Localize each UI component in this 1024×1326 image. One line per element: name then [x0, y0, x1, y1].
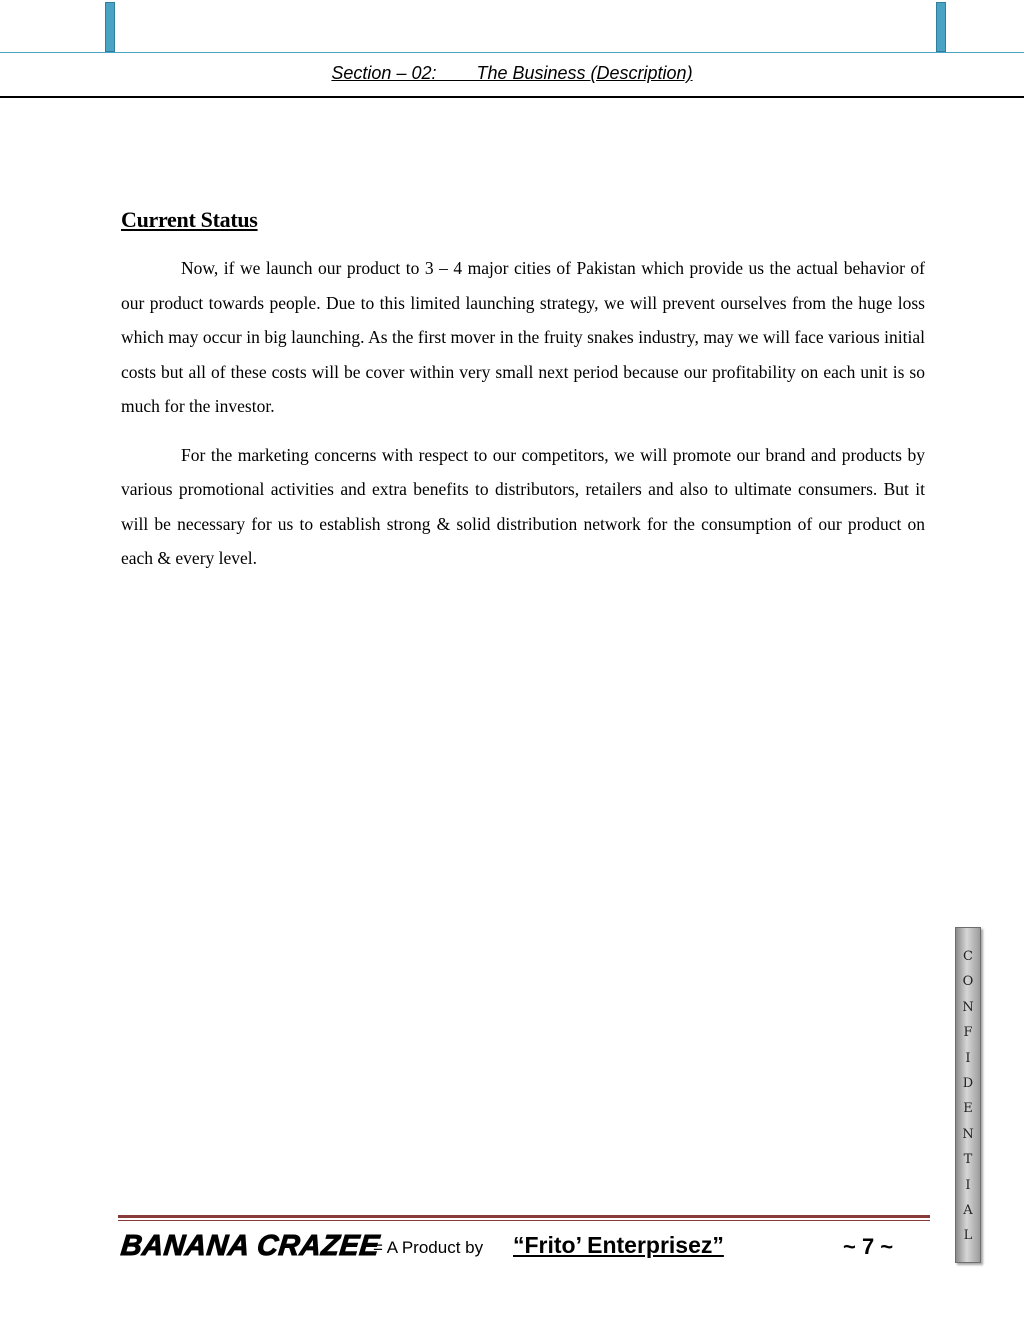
running-header-text: Section – 02: The Business (Description) [331, 63, 693, 83]
confidential-letter: L [963, 1228, 973, 1244]
confidential-letter: C [963, 949, 973, 964]
header-tab-left [105, 2, 115, 52]
page-footer [121, 1228, 921, 1268]
footer-rule-thick [118, 1215, 930, 1218]
header-rule-top [0, 52, 1024, 53]
page-number: ~ 7 ~ [843, 1234, 894, 1259]
page-content [121, 207, 925, 590]
confidential-letter: F [963, 1025, 973, 1041]
footer-rule-thin [118, 1220, 930, 1221]
footer-company: “Frito’ Enterprisez” [513, 1232, 724, 1258]
confidential-letter: E [963, 1101, 973, 1117]
paragraph-2: For the marketing concerns with respect to our competitors, we will promote our brand and products by various promotional activities and extra benefits to distributors, retailers and also to ultimate consumers. But it will be necessary for us to establish strong & solid distribution network for the consumption of our product on each & every level. [121, 444, 925, 568]
running-header [0, 60, 1024, 86]
confidential-letter: O [962, 974, 974, 990]
header-tab-right [936, 2, 946, 52]
header-rule-bottom [0, 96, 1024, 98]
footer-tagline: = A Product by [373, 1238, 484, 1257]
section-heading: Current Status [121, 207, 258, 232]
confidential-letter: A [963, 1203, 973, 1219]
footer-brand: BANANA CRAZEE [119, 1230, 382, 1262]
paragraph-1: Now, if we launch our product to 3 – 4 major cities of Pakistan which provide us the actual behavior of our product towards people. Due to this limited launching strategy, we will prevent ourselves from the huge loss which may occur in big launching. As the first mover in the fruity snakes industry, may we will face various initial costs but all of these costs will be cover within very small next period because our profitability on each unit is so much for the investor. [121, 258, 925, 416]
confidential-letter: N [962, 1126, 974, 1142]
confidential-letter: N [962, 999, 974, 1015]
confidential-letter: T [963, 1152, 973, 1168]
confidential-letter: D [962, 1076, 974, 1092]
confidential-letter: I [965, 1177, 971, 1193]
confidential-sidebar [955, 927, 981, 1263]
confidential-letter: I [965, 1050, 971, 1066]
